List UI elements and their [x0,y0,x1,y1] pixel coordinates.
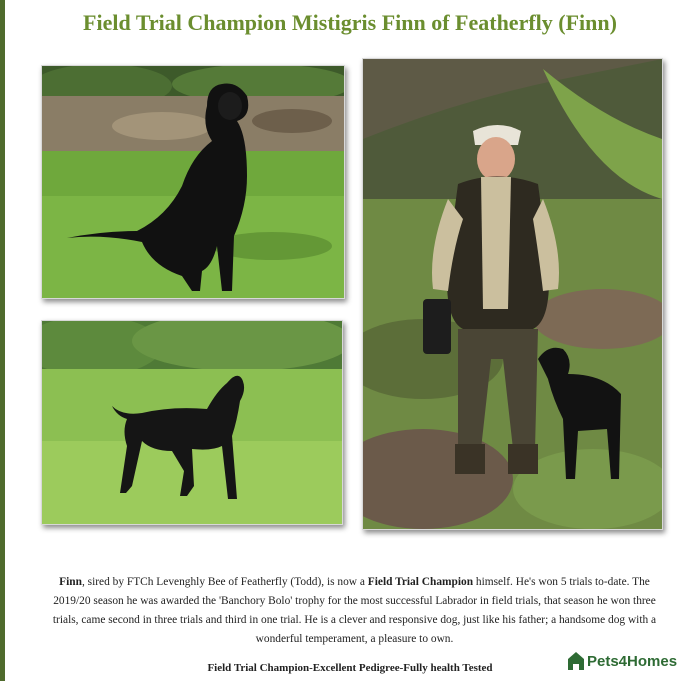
pets4homes-logo[interactable] [567,650,677,672]
paw-house-icon [567,651,585,671]
description-part1: , sired by FTCh Levenghly Bee of Featherfly (Todd), is now a [81,576,368,588]
page-title: Field Trial Champion Mistigris Finn of Featherfly (Finn) [83,10,617,35]
photo-dog-sitting [41,65,345,299]
tagline: Field Trial Champion-Excellent Pedigree-Fully health Tested [207,662,493,674]
description-part2: himself. He's won 5 trials to-date. The 2019/20 season he was awarded the 'Banchory Bolo' trophy for the most successful Labrador in field trials, that season he won three trials, came second in three trials and third in one trial. He is a clever and responsive dog, just like his father; a handsome dog with a wonderful temperament, a pleasure to own. [52,576,657,645]
description-name: Finn [59,576,82,588]
left-accent-rule [0,0,5,681]
photo-dog-standing [41,320,343,525]
logo-text: Pets4Homes [587,652,678,670]
description-paragraph [42,573,667,649]
description-champion: Field Trial Champion [367,576,474,588]
photo-handler-with-dog [362,58,663,530]
